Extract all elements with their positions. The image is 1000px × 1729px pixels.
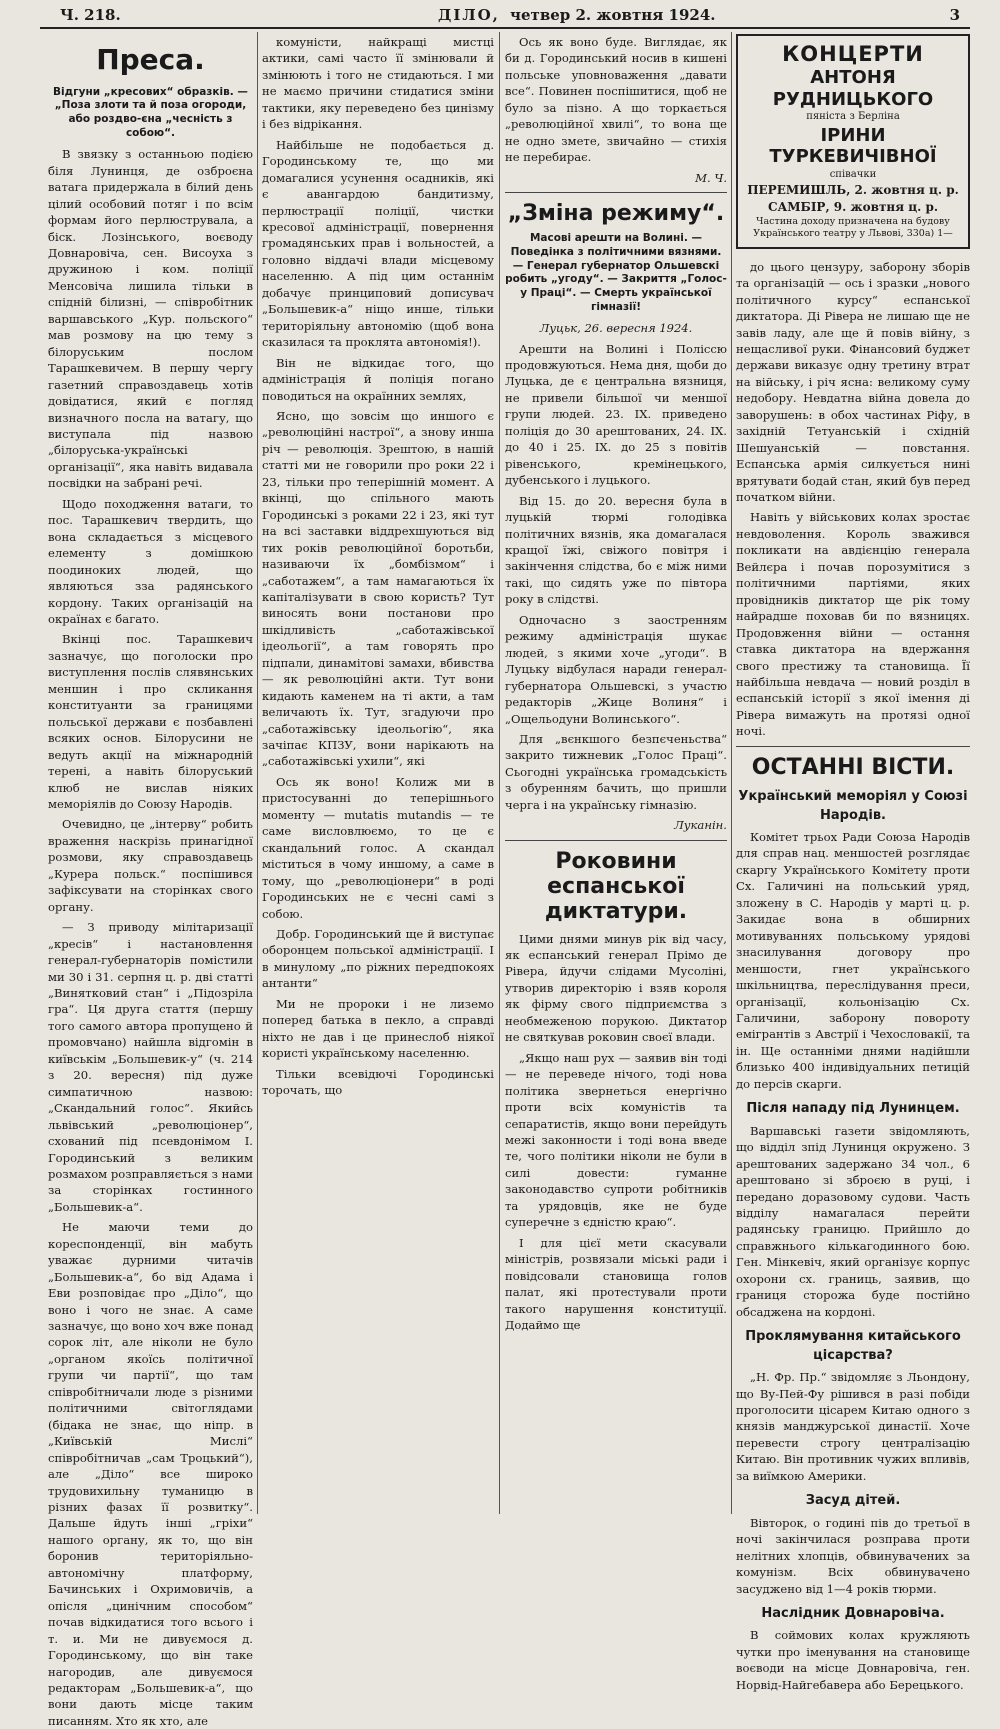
paragraph: Навіть у військових колах зростає невдоволення. Король зважився покликати на авдієнцію генерала Вейлєра і почав порозумітися з політичними партіями, яких провідників диктатор ще рік тому найрадше поховав би по вязницях. Продовження війни — остання ставка диктатора на вдержання свого престижу та становища. Її найбільша невдача — новий розділ в еспанській історії з якої імення ді Рівера вимажуть на протязі одної ночі.	[736, 510, 970, 739]
column-divider	[499, 32, 500, 1514]
paragraph: Найбільше не подобається д. Городинському те, що ми домагалися усунення осадників, які є авангардою бандитизму, перлюстрації поліції, чистки кресової адміністрації, повернення громадянських прав і вольностей, а головно віддачі влади місцевому населенню. А під цим останнім добачує принциповий дописувач „Большевик-а“ ніщо инше, тільки територіяльну автономію (щоб вона сказилася та проклята автономія!).	[262, 137, 494, 350]
paragraph: Арешти на Волині і Поліссю продовжуються. Нема дня, щоби до Луцька, де є центральна вязниця, не привели більшої чи меншої групи людей. 23. IX. приведено поліція до 30 арештованих, 24. IX. до 40 і 25. IX. до 25 з повітів рівенського, кремінецького, дубенського і луцького.	[505, 341, 727, 488]
ad-performer-1-role: пяніста з Берліна	[806, 111, 900, 123]
paragraph: Ясно, що зовсім що иншого є „революційні настрої“, а знову инша річ — революція. Зрештою, в нашій статті ми не говорили про роки 22 і 23, тільки про теперішній момент. А вкінці, що спільного мають Городинські з роками 22 і 23, які тут на всі заставки віддрехшуються від тих років революційної боротьби, називаючи їх „бомбізмом“ і „саботажем“, а там намагаються їх капіталізувати в свою користь? Тут виносять вони постанови про шкідливість „саботажівської ідеольогії“, а там говорять про підпали, динамітові замахи, вбивства — як революційні акти. Тут вони кидають каменем на ті акти, а там величають їх. Тут, згадуючи про „саботажівську ідеольогію“, яка зачіпає КПЗУ, вони нарікають на „саботажівські ухили“, які	[262, 408, 494, 769]
paragraph: Добр. Городинський ще й виступає оборонцем польської адміністрації. І в минулому „по ріжних передпокоях антанти“	[262, 927, 494, 991]
news-item-title: Проклямування китайського цісарства?	[745, 1329, 961, 1363]
paragraph: „Якщо наш рух — заявив він тоді — не переведе нічого, тоді нова політика звернеться енергічно проти всіх комуністів та сепаратистів, якщо вони перейдуть межі законности і тоді вона введе те, чого політики ніколи не були в силі довести: гуманне законодавство супроти робітників та урядовців, яке не буде суперечне з єдністю краю“.	[505, 1050, 727, 1230]
column-1	[48, 34, 253, 1728]
paragraph: І для цієї мети скасували міністрів, розвязали міські ради і повідсовали становища голов палат, які протестували проти такого нарушення конституції. Додаймо ще	[505, 1235, 727, 1332]
news-item-title: Український меморіял у Союзі Народів.	[738, 789, 968, 823]
signature: М. Ч.	[695, 170, 727, 185]
news-item-text: Вівторок, о годині пів до третьої в ночі закінчилася розправа проти нелітних хлопців, обвинувачених за комунізм. Всіх обвинувачено засуджено від 1—4 років тюрми.	[736, 1515, 970, 1596]
paragraph: Ми не пророки і не лиземо поперед батька в пекло, а справді ніхто не дав і це принеслоб ніякої користі українському населенню.	[262, 996, 494, 1061]
paragraph: Від 15. до 20. вересня була в луцькій тюрмі голодівка політичних вязнів, яка домагалася кращої їжі, свіжого повітря і закінчення слідства, бо є між ними такі, що сидять уже по півтора року в слідстві.	[505, 493, 727, 607]
column-divider	[731, 32, 732, 1514]
paragraph: Щодо походження ватаги, то пос. Тарашкевич твердить, що вона складається з місцевого елементу з домішкою поодиноких людей, що являються зза радянського кордону. Таких організацій на окраїнах є багато.	[48, 496, 253, 626]
divider	[505, 840, 727, 841]
newspaper-title: ДІЛО,	[438, 6, 500, 24]
page-number: 3	[949, 6, 960, 24]
paragraph: до цього цензуру, заборону зборів та організацій — ось і зразки „нового політичного курсу“ еспанської диктатора. Ді Рівера не лишаю ще не завів ладу, але ще й повів війну, з нещасливої руки. Фінансовий буджет держави виказує одну третину втрат на війську, і річ ясна: великому суму недобору. Невдатна війна довела до заворушень: в обох частинах Ріфу, в західній Тетуанській і східній Шешуанській — повстання. Еспанська армія силкується нині врятувати бодай стан, який був перед початком війни.	[736, 259, 970, 505]
concert-advertisement	[736, 34, 970, 249]
paragraph: Очевидно, це „інтерву“ робить враження наскрізь принагідної розмови, яку справоздавець „Курера польск.“ поспішився зафіксувати на сторінках свого органу.	[48, 817, 253, 914]
paragraph: Вкінці пос. Тарашкевич зазначує, що поголоски про виступлення послів слявянських меншин і про скликання конституанти за границями польської держави є позбавлені всяких основ. Білорусини не ведуть акції на міжнародній терені, а навіть білоруський клюб не вислав ніяких меморіялів до Союзу Народів.	[48, 632, 253, 811]
ad-performer-2-role: співачки	[829, 168, 877, 180]
column-2	[262, 34, 494, 1514]
divider	[505, 192, 727, 193]
spanish-headline: Роковини еспанської диктатури.	[544, 848, 688, 925]
issue-number: Ч. 218.	[60, 6, 121, 24]
paragraph: Ось як воно! Колиж ми в пристосуванні до теперішнього моменту — mutatis mutandis — те саме висловлюємо, то це є скандальний голос. А скандал міститься в чому иншому, а саме в тому, що „революціонери“ в роді Городинських не є чесні самі з собою.	[262, 774, 494, 921]
ad-performer-1: АНТОНЯ РУДНИЦЬКОГО	[772, 67, 934, 110]
paragraph: Не маючи теми до кореспонденції, він мабуть уважає дурними читачів „Большевик-а“, бо від Адама і Еви розповідає про „Діло“, що воно і чого не знає. А саме зазначує, що воно хоч вже понад сорок літ, але ніколи не було „органом якоїсь політичної групи чи партії“, що там співробітничали люде з різними політичними світоглядами (бідака не знає, що ніпр. в „Київській Мислі“ співробітничав „сам Троцький“), але „Діло“ все широко трудовихильну туманицю в різних фазах її розвитку“. Дальше йдуть інші „гріхи“ нашого органу, як то, що він боронив територіяльно-автономічну платформу, Бачинських і Охримовичів, а опісля „цинічним способом“ почав відкидатися того всього і т. и. Ми не дивуємося д. Городинському, що він таке нагородив, але дивуємося редакторам „Большевик-а“, що вони дають місце таким писанням. Хто як хто, але	[48, 1220, 253, 1728]
dateline: Луцьк, 26. вересня 1924.	[539, 321, 693, 336]
paragraph: В звязку з останньою подією біля Лунинця, де озброєна ватага придержала в білий день цілий особовий потяг і по всім формам його перлюструвала, а біск. Лозінського, воєводу Довнаровіча, сен. Висоуха з дружиною і ком. поліції Менсовіча лишила тільки в спідній білизні, — співробітник варшавського „Кур. польского“ мав розмову на цю тему з білоруським послом Тарашкевичем. В першу чергу газетний справоздавець хотів довідатися, який є погляд визначного посла на ватагу, що виступала під назвою „білоруська-українські організації“, яка навіть видавала посвідки на забрані речі.	[48, 147, 253, 491]
column-divider	[257, 32, 258, 1514]
ad-heading: КОНЦЕРТИ	[782, 42, 924, 66]
ad-note: Частина доходу призначена на будову Українського театру у Львові, 330а) 1—	[753, 216, 953, 240]
news-item-text: Комітет трьох Ради Союза Народів для справ нац. меншостей розглядає скаргу Українського Комітету проти Сх. Галичині на польський уряд, зложену в С. Народів у марті ц. р. Закидає вона в обширних мотивуваннях польському урядові знасилування договору про меншости, гнет українського шкільництва, переслідування преси, організації, кольонізацію Сх. Галичини, заборону повороту емігрантів з Австрії і Чехословакії, та ін. Ще останніми днями надійшли близько 400 індивідуальних петицій до персів скарги.	[736, 830, 970, 1091]
issue-date: четвер 2. жовтня 1924.	[510, 6, 716, 24]
paragraph: Одночасно з заостренням режиму адміністрація шукає людей, з якими хоче „угоди“. В Луцьку відбулася наради генерал-губернатора Ольшевскі, з участю редакторів „Жице Волиня“ і „Ощельодуни Волинського“.	[505, 612, 727, 726]
news-item-text: В соймових колах кружляють чутки про іменування на становище воєводи на місце Довнаровіча, ген. Норвід-Найгебавера або Берецького.	[736, 1628, 970, 1692]
paragraph: Цими днями минув рік від часу, як еспанський генерал Прімо де Рівера, йдучи слідами Мусоліні, утворив директорію і взяв короля як фірму свого підприємства з необмеженою порукою. Диктатор не святкував роковин своєї влади.	[505, 931, 727, 1045]
paragraph: Для „вєнкшого безпєченьства“ закрито тижневик „Голос Праці“. Сьогодні українська громадськість з обуренням бачить, що пришли черга і на українську гімназію.	[505, 731, 727, 812]
news-item-title: Після нападу під Лунинцем.	[746, 1101, 960, 1117]
ad-city-1: ПЕРЕМИШЛЬ, 2. жовтня ц. р.	[747, 182, 959, 197]
regime-headline: „Зміна режиму“.	[507, 201, 725, 227]
paragraph: Тільки всевідючі Городинські торочать, що	[262, 1066, 494, 1098]
ad-city-2: САМБІР, 9. жовтня ц. р.	[767, 199, 939, 214]
paragraph: Ось як воно буде. Виглядає, як би д. Городинський носив в кишені польське уповноваження „давати все“. Повинен поспішитися, щоб не було за пізно. А що торкається „революційної хвилі“, то вона ще не одно змете, звичайно — стихія не перебирає.	[505, 35, 727, 165]
press-lede: Відгуни „кресових“ образків. — „Поза злоти та й поза огороди, або роздво-єна „чесність з собою“.	[53, 85, 248, 139]
press-headline: Преса.	[96, 43, 205, 76]
ad-performer-2: ІРИНИ ТУРКЕВИЧІВНОЇ	[769, 124, 937, 168]
column-3	[505, 34, 727, 1514]
news-item-title: Наслідник Довнаровіча.	[761, 1605, 945, 1621]
masthead-rule	[40, 27, 970, 29]
masthead	[40, 4, 970, 28]
paragraph: комуністи, найкращі мистці актики, самі часто її змінювали й змінюють і того не стидаються. І ми не маємо причини стидатися зміни тактики, яку переведено без цинізму і без відрікання.	[262, 35, 494, 132]
divider	[736, 746, 970, 747]
news-item-text: Варшавські газети звідомляють, що відділ зпід Лунинця окружено. З арештованих задержано 34 чол., 6 арештовано зі зброєю в руці, і передано доразовому судови. Часть відділу намагалася перейти радянську границю. Прийшло до справжнього кількагодинного бою. Ген. Мінкевіч, який організує корпус охорони сх. границь, заявив, що границя сторожа буде постійно обсаджена на кордоні.	[736, 1123, 970, 1319]
paragraph: — З приводу мілітаризації „кресів“ і настановлення генерал-губернаторів помістили ми 30 і 31. серпня ц. р. дві статті „Винятковий стан“ і „Підозріла гра“. Ця друга стаття (першу того самого автора пропущено й промовчано) найшла відгомін в київськім „Большевик-у“ (ч. 214 з 20. вересня) під дуже симпатичною назвою: „Скандальний голос“. Якийсь львівський „революціонер“, схований під псевдонімом І. Городинський з великим розмахом розправляється з нами за сторінках гостинного „Большевик-а“.	[48, 920, 253, 1214]
regime-lede: Масові арешти на Волині. — Поведінка з політичними вязнями. — Генерал губернатор Ольшевскі робить „угоду“. — Закриття „Голос-у Праці“. — Смерть української гімназії!	[505, 232, 727, 313]
paragraph: Він не відкидає того, що адміністрація й поліція погано поводиться на окраїнних землях,	[262, 355, 494, 403]
latest-news-headline: ОСТАННІ ВІСТИ.	[751, 754, 955, 780]
news-item-text: „Н. Фр. Пр.“ звідомляє з Льондону, що Ву-Пей-Фу рішився в разі побіди проголосити цісарем Китаю одного з князів манджурської династії. Хоче перевести строгу централізацію Китаю. Він противник чужих впливів, за виїмкою Америки.	[736, 1370, 970, 1483]
news-item-title: Засуд дітей.	[805, 1493, 901, 1509]
column-4	[736, 34, 970, 1692]
signature: Луканін.	[674, 818, 727, 833]
